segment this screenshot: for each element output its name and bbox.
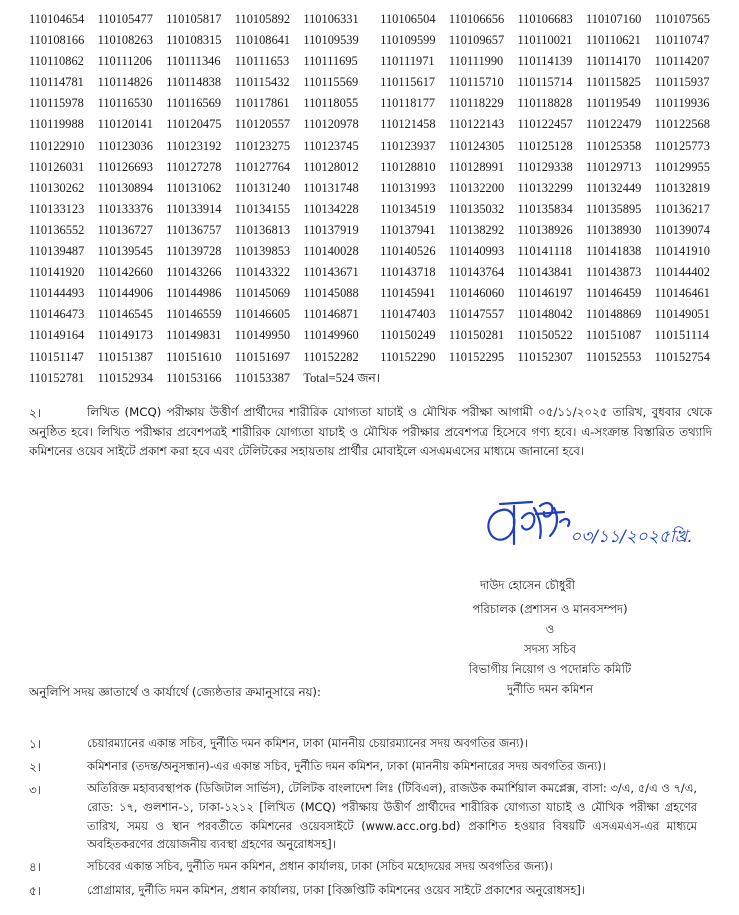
roll-number-cell: 110108166 <box>29 33 85 48</box>
roll-number-cell: 110123745 <box>303 138 359 153</box>
roll-number-table <box>29 9 723 389</box>
roll-number-cell: 110131240 <box>234 180 291 195</box>
roll-number-cell: 110116530 <box>97 96 153 111</box>
roll-number-cell: 110152934 <box>97 370 153 385</box>
roll-number-cell: 110138926 <box>517 222 573 237</box>
total-count: Total=524 জন। <box>303 370 381 385</box>
roll-row <box>29 72 723 93</box>
roll-number-cell: 110144906 <box>97 286 153 301</box>
roll-number-cell: 110146871 <box>303 307 359 322</box>
roll-number-cell: 110111346 <box>166 54 221 69</box>
roll-number-cell: 110151697 <box>234 349 291 364</box>
roll-number-cell: 110150281 <box>448 328 505 343</box>
roll-row <box>29 51 723 72</box>
roll-number-cell: 110147403 <box>380 307 436 322</box>
roll-number-cell: 110118055 <box>303 96 359 111</box>
roll-number-cell: 110134228 <box>303 201 359 216</box>
roll-number-cell: 110152307 <box>517 349 573 364</box>
roll-number-cell: 110149950 <box>234 328 291 343</box>
roll-number-cell: 110116569 <box>166 96 222 111</box>
roll-number-cell: 110120978 <box>303 117 359 132</box>
roll-number-cell: 110123275 <box>234 138 291 153</box>
roll-number-cell: 110135834 <box>517 201 573 216</box>
roll-number-cell: 110108263 <box>97 33 153 48</box>
roll-number-cell: 110153387 <box>234 370 291 385</box>
roll-number-cell: 110115825 <box>586 75 641 90</box>
roll-number-cell: 110129713 <box>586 159 642 174</box>
roll-number-cell: 110146197 <box>517 286 573 301</box>
signatory-conjunction: ও <box>545 622 555 636</box>
roll-number-cell: 110145088 <box>303 286 359 301</box>
roll-number-cell: 110151114 <box>654 328 710 343</box>
roll-row <box>29 9 723 30</box>
roll-number-cell: 110115569 <box>303 75 359 90</box>
roll-number-cell: 110147557 <box>448 307 505 322</box>
roll-number-cell: 110131062 <box>166 180 222 195</box>
roll-row <box>29 93 723 114</box>
roll-number-cell: 110109657 <box>448 33 505 48</box>
roll-number-cell: 110114826 <box>97 75 153 90</box>
roll-number-cell: 110114207 <box>654 54 710 69</box>
signature-date: ০৩/১১/২০২৫খ্রি. <box>570 527 693 547</box>
roll-number-cell: 110115937 <box>654 75 710 90</box>
roll-number-cell: 110108315 <box>166 33 222 48</box>
roll-number-cell: 110134519 <box>380 201 436 216</box>
roll-number-cell: 110150249 <box>380 328 436 343</box>
roll-number-cell: 110117861 <box>234 96 290 111</box>
roll-number-cell: 110122568 <box>654 117 710 132</box>
roll-number-cell: 110152295 <box>448 349 505 364</box>
roll-number-cell: 110151610 <box>166 349 222 364</box>
roll-number-cell: 110115710 <box>448 75 504 90</box>
roll-number-cell: 110123192 <box>166 138 222 153</box>
roll-number-cell: 110140993 <box>448 244 505 259</box>
roll-number-cell: 110125773 <box>654 138 710 153</box>
roll-number-cell: 110115617 <box>380 75 436 90</box>
roll-number-cell: 110139545 <box>97 244 153 259</box>
cc-item-2-text: কমিশনার (তদন্ত/অনুসন্ধান)-এর একান্ত সচিব, দুর্নীতি দমন কমিশন, ঢাকা (মাননীয় কমিশনারের সদয় অবগতির জন্য)। <box>87 759 606 773</box>
roll-number-cell: 110105477 <box>97 12 153 26</box>
roll-number-cell: 110149051 <box>654 307 710 322</box>
roll-number-cell: 110152290 <box>380 349 436 364</box>
roll-number-cell: 110130262 <box>29 180 85 195</box>
roll-number-cell: 110142660 <box>97 265 153 280</box>
roll-number-cell: 110135032 <box>448 201 505 216</box>
roll-number-cell: 110140028 <box>303 244 359 259</box>
roll-number-cell: 110124305 <box>448 138 505 153</box>
roll-number-cell: 110146473 <box>29 307 85 322</box>
roll-number-cell: 110132299 <box>517 180 573 195</box>
roll-number-cell: 110128012 <box>303 159 359 174</box>
roll-number-cell: 110151147 <box>29 349 84 364</box>
cc-heading: অনুলিপি সদয় জ্ঞাতার্থে ও কার্যার্থে (জ্যেষ্ঠতার ক্রমানুসারে নয়): <box>29 685 322 699</box>
roll-number-cell: 110141838 <box>586 244 642 259</box>
cc-item-5-text: প্রোগ্রামার, দুর্নীতি দমন কমিশন, প্রধান কার্যালয়, ঢাকা [বিজ্ঞপ্তিটি কমিশনের ওয়েব সাইটে প্রকাশের অনুরোধসহ]। <box>87 883 585 897</box>
signatory-org: দুর্নীতি দমন কমিশন <box>506 682 594 696</box>
roll-number-cell: 110114838 <box>166 75 222 90</box>
roll-number-cell: 110127278 <box>166 159 222 174</box>
roll-number-cell: 110108641 <box>234 33 291 48</box>
roll-number-cell: 110146559 <box>166 307 222 322</box>
roll-number-cell: 110115978 <box>29 96 84 111</box>
roll-number-cell: 110139853 <box>234 244 291 259</box>
roll-number-cell: 110110021 <box>517 33 573 48</box>
roll-number-cell: 110128991 <box>448 159 505 174</box>
roll-number-cell: 110122143 <box>448 117 505 132</box>
roll-number-cell: 110122457 <box>517 117 573 132</box>
roll-number-cell: 110152553 <box>586 349 642 364</box>
roll-number-cell: 110129338 <box>517 159 573 174</box>
roll-number-cell: 110131748 <box>303 180 359 195</box>
roll-number-cell: 110106683 <box>517 12 573 26</box>
roll-number-cell: 110139728 <box>166 244 222 259</box>
roll-number-cell: 110143322 <box>234 265 291 280</box>
roll-number-cell: 110141920 <box>29 265 85 280</box>
roll-number-cell: 110126693 <box>97 159 153 174</box>
roll-row <box>29 136 723 157</box>
roll-number-cell: 110126031 <box>29 159 85 174</box>
roll-number-cell: 110140526 <box>380 244 436 259</box>
roll-number-cell: 110143873 <box>586 265 642 280</box>
roll-number-cell: 110122910 <box>29 138 85 153</box>
roll-number-cell: 110136813 <box>234 222 291 237</box>
roll-number-cell: 110143718 <box>380 265 436 280</box>
roll-number-cell: 110149960 <box>303 328 359 343</box>
roll-row <box>29 30 723 51</box>
roll-number-cell: 110149164 <box>29 328 85 343</box>
roll-number-cell: 110133376 <box>97 201 153 216</box>
roll-number-cell: 110110747 <box>654 33 710 48</box>
roll-number-cell: 110139487 <box>29 244 85 259</box>
roll-number-cell: 110125128 <box>517 138 573 153</box>
roll-number-cell: 110136217 <box>654 201 710 216</box>
roll-number-cell: 110120475 <box>166 117 222 132</box>
roll-number-cell: 110106331 <box>303 12 359 26</box>
roll-number-cell: 110149831 <box>166 328 222 343</box>
roll-number-cell: 110105892 <box>234 12 291 26</box>
roll-number-cell: 110146605 <box>234 307 291 322</box>
roll-number-cell: 110109539 <box>303 33 359 48</box>
roll-number-cell: 110153166 <box>166 370 222 385</box>
roll-number-cell: 110106656 <box>448 12 505 26</box>
roll-number-cell: 110141118 <box>517 244 572 259</box>
roll-number-cell: 110139074 <box>654 222 710 237</box>
roll-number-cell: 110148869 <box>586 307 642 322</box>
roll-number-cell: 110118177 <box>380 96 436 111</box>
roll-number-cell: 110151087 <box>586 328 642 343</box>
roll-number-cell: 110146060 <box>448 286 505 301</box>
roll-number-cell: 110115432 <box>234 75 290 90</box>
cc-item-4-number: ৪। <box>29 860 41 874</box>
roll-number-cell: 110109599 <box>380 33 436 48</box>
roll-row <box>29 199 723 220</box>
roll-number-cell: 110114139 <box>517 54 573 69</box>
roll-number-cell: 110118229 <box>448 96 504 111</box>
roll-number-cell: 110138930 <box>586 222 642 237</box>
roll-number-cell: 110121458 <box>380 117 436 132</box>
roll-row <box>29 114 723 135</box>
roll-row <box>29 241 723 262</box>
roll-number-cell: 110110862 <box>29 54 84 69</box>
roll-number-cell: 110135895 <box>586 201 642 216</box>
signatory-title: পরিচালক (প্রশাসন ও মানবসম্পদ) <box>472 602 628 616</box>
roll-row <box>29 157 723 178</box>
roll-number-cell: 110114781 <box>29 75 84 90</box>
roll-row <box>29 178 723 199</box>
roll-number-cell: 110136757 <box>166 222 222 237</box>
roll-number-cell: 110143841 <box>517 265 573 280</box>
roll-row <box>29 220 723 241</box>
roll-number-cell: 110128810 <box>380 159 436 174</box>
cc-item-3-text: অতিরিক্ত মহাব্যবস্থাপক (ডিজিটাল সার্ভিস), টেলিটক বাংলাদেশ লিঃ (টিবিএল), রাজউক কমার্শিয়াল কমপ্লেক্স, বাসা: ৩/এ, ৫/এ ও ৭/এ, রোড: ১৭, গুলশান-১, ঢাকা-১২১২ [লিখিত (MCQ) পরীক্ষায় উত্তীর্ণ প্রার্থীদের শারীরিক যোগ্যতা যাচাই ও মৌখিক পরীক্ষা গ্রহণের তারিখ, সময় ও স্থান পরবর্তীতে কমিশনের ওয়েবসাইটে (www.acc.org.bd) প্রকাশিত হওয়ার বিষয়টি এসএমএস-এর মাধ্যমে অবহিতকরণের প্রয়োজনীয় ব্যবস্থা গ্রহণের অনুরোধসহ]। <box>87 781 697 852</box>
roll-number-cell: 110107565 <box>654 12 710 26</box>
roll-number-cell: 110111206 <box>97 54 152 69</box>
roll-number-cell: 110111971 <box>380 54 435 69</box>
roll-number-cell: 110152282 <box>303 349 359 364</box>
roll-number-cell: 110146545 <box>97 307 153 322</box>
roll-number-cell: 110150522 <box>517 328 573 343</box>
roll-number-cell: 110143764 <box>448 265 505 280</box>
roll-number-cell: 110138292 <box>448 222 505 237</box>
roll-number-cell: 110111653 <box>234 54 290 69</box>
roll-number-body <box>29 9 723 389</box>
roll-number-cell: 110144402 <box>654 265 710 280</box>
cc-item-1-number: ১। <box>29 737 41 751</box>
roll-number-cell: 110152781 <box>29 370 85 385</box>
roll-number-cell: 110132200 <box>448 180 505 195</box>
roll-row <box>29 262 723 283</box>
roll-row <box>29 325 723 346</box>
roll-number-cell: 110132819 <box>654 180 710 195</box>
roll-number-cell: 110137919 <box>303 222 359 237</box>
para2-number: ২। <box>29 406 42 420</box>
roll-number-cell: 110107160 <box>586 12 642 26</box>
roll-number-cell: 110145069 <box>234 286 291 301</box>
roll-number-cell: 110115714 <box>517 75 573 90</box>
roll-number-cell: 110146461 <box>654 286 710 301</box>
roll-number-cell: 110114170 <box>586 54 641 69</box>
roll-number-cell: 110105817 <box>166 12 222 26</box>
roll-number-cell: 110123937 <box>380 138 436 153</box>
signatory-name: দাউদ হোসেন চৌধুরী <box>480 578 576 592</box>
signatory-committee: বিভাগীয় নিয়োগ ও পদোন্নতি কমিটি <box>468 662 632 676</box>
roll-number-cell: 110133123 <box>29 201 85 216</box>
roll-number-cell: 110144986 <box>166 286 222 301</box>
roll-number-cell: 110151387 <box>97 349 153 364</box>
roll-number-cell: 110145941 <box>380 286 436 301</box>
roll-number-cell: 110122479 <box>586 117 642 132</box>
roll-row <box>29 283 723 304</box>
roll-number-cell: 110118828 <box>517 96 573 111</box>
roll-number-cell: 110134155 <box>234 201 291 216</box>
cc-item-3-number: ৩। <box>29 783 41 797</box>
roll-row <box>29 304 723 325</box>
roll-number-cell: 110110621 <box>586 33 641 48</box>
roll-number-cell: 110136727 <box>97 222 153 237</box>
roll-number-cell: 110136552 <box>29 222 85 237</box>
roll-number-cell: 110148042 <box>517 307 573 322</box>
roll-number-cell: 110106504 <box>380 12 436 26</box>
para2-text: লিখিত (MCQ) পরীক্ষায় উত্তীর্ণ প্রার্থীদের শারীরিক যোগ্যতা যাচাই ও মৌখিক পরীক্ষা আগামী ০৫/১১/২০২৫ তারিখ, বুধবার থেকে অনুষ্ঠিত হবে। লিখিত পরীক্ষার প্রবেশপত্রই শারীরিক যোগ্যতা যাচাই ও মৌখিক পরীক্ষার প্রবেশপত্র হিসেবে গণ্য হবে। এ-সংক্রান্ত বিস্তারিত তথ্যাদি কমিশনের ওয়েব সাইটে প্রকাশ করা হবে এবং টেলিটকের সহায়তায় প্রার্থীর মোবাইলে এসএমএসের মাধ্যমে জানানো হবে। <box>29 405 712 458</box>
roll-number-cell: 110143266 <box>166 265 222 280</box>
roll-number-cell: 110111990 <box>448 54 504 69</box>
roll-number-cell: 110137941 <box>380 222 436 237</box>
roll-number-cell: 110120141 <box>97 117 153 132</box>
cc-item-4-text: সচিবের একান্ত সচিব, দুর্নীতি দমন কমিশন, প্রধান কার্যালয়, ঢাকা (সচিব মহোদয়ের সদয় অবগতির জন্য)। <box>87 859 553 873</box>
roll-number-cell: 110149173 <box>97 328 153 343</box>
roll-number-cell: 110143671 <box>303 265 359 280</box>
roll-number-cell: 110152754 <box>654 349 710 364</box>
roll-row <box>29 347 723 368</box>
roll-number-cell: 110123036 <box>97 138 153 153</box>
roll-number-cell: 110104654 <box>29 12 85 26</box>
roll-number-cell: 110127764 <box>234 159 291 174</box>
roll-number-cell: 110125358 <box>586 138 642 153</box>
roll-number-cell: 110131993 <box>380 180 436 195</box>
roll-number-cell: 110146459 <box>586 286 642 301</box>
roll-number-cell: 110129955 <box>654 159 710 174</box>
roll-number-cell: 110130894 <box>97 180 153 195</box>
roll-number-cell: 110111695 <box>303 54 358 69</box>
roll-number-cell: 110119936 <box>654 96 710 111</box>
roll-number-cell: 110119549 <box>586 96 641 111</box>
roll-number-cell: 110133914 <box>166 201 222 216</box>
roll-number-cell: 110119988 <box>29 117 84 132</box>
roll-number-cell: 110141910 <box>654 244 710 259</box>
cc-item-5-number: ৫। <box>29 884 41 898</box>
cc-item-1-text: চেয়ারম্যানের একান্ত সচিব, দুর্নীতি দমন কমিশন, ঢাকা (মাননীয় চেয়ারম্যানের সদয় অবগতির জন্য)। <box>87 736 528 750</box>
roll-number-cell: 110132449 <box>586 180 642 195</box>
roll-number-cell: 110120557 <box>234 117 291 132</box>
roll-number-cell: 110144493 <box>29 286 85 301</box>
signature-handwriting <box>470 478 730 578</box>
roll-row <box>29 368 723 389</box>
cc-item-2-number: ২। <box>29 760 41 774</box>
signatory-role: সদস্য সচিব <box>524 642 576 656</box>
